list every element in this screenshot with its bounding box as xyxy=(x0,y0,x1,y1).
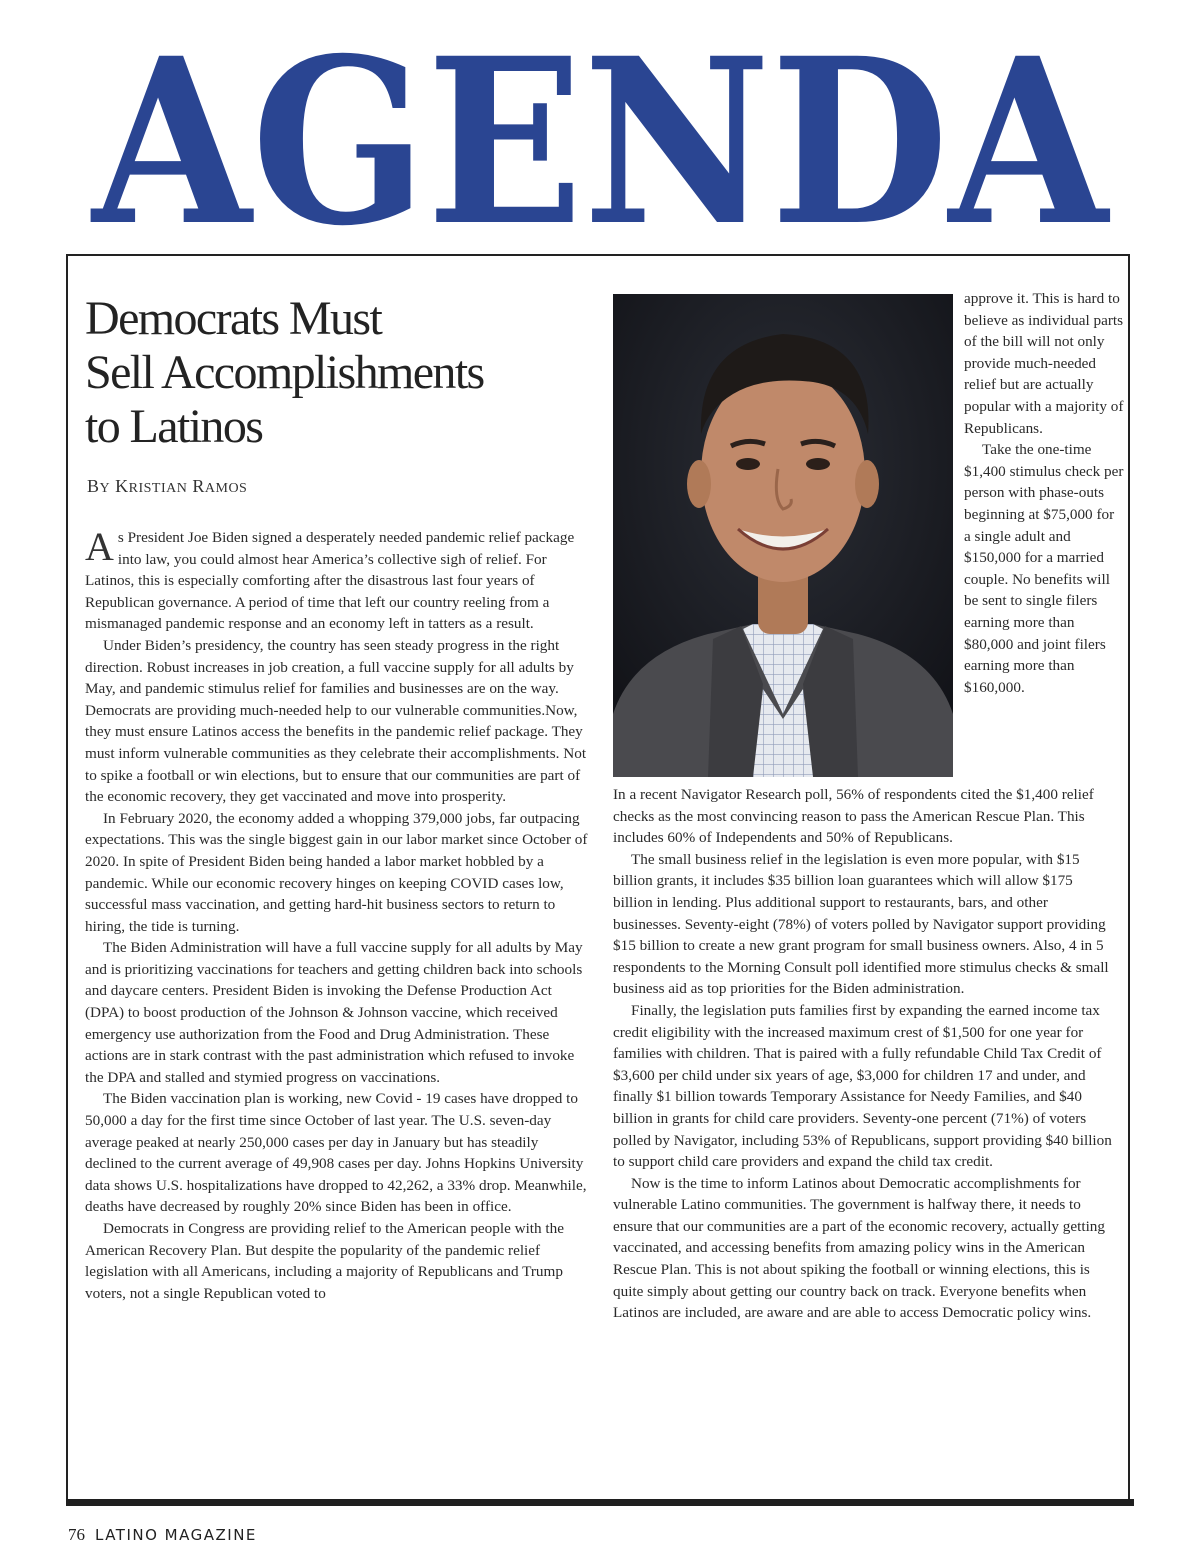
paragraph: Finally, the legislation puts families first by expanding the earned income tax credit eligibility with the increased maximum crest of $1,500 for one year for families with children. That is paired with a fully refundable Child Tax Credit of $3,600 per child under six years of age, $3,000 for children 17 and under, and finally $1 billion towards Temporary Assistance for Needy Families, and $40 billion in grants for child care providers. Seventy-one percent (71%) of voters polled by Navigator, including 53% of Republicans, support providing $40 billion to support child care providers and expand the child tax credit. xyxy=(613,1001,1112,1171)
byline-first-initial: K xyxy=(115,476,129,496)
frame-bottom-rule xyxy=(66,1499,1134,1506)
byline-last-rest: AMOS xyxy=(204,481,248,496)
paragraph: The Biden vaccination plan is working, new Covid - 19 cases have dropped to 50,000 a day for the first time since October of last year. The U.S. seven-day average peaked at nearly 250,000 cases per day in January but has steadily declined to the current average of 49,908 cases per day. Johns Hopkins University data shows U.S. hospitalizations have dropped to 42,262, a 33% drop. Meanwhile, deaths have decreased by roughly 20% since Biden has been in office. xyxy=(85,1090,587,1216)
byline-by-initial: B xyxy=(87,476,100,496)
byline-by-rest: Y xyxy=(99,481,111,496)
masthead-title: AGENDA xyxy=(92,8,1108,276)
byline-last-initial: R xyxy=(192,476,205,496)
paragraph-continued: approve it. This is hard to believe as individual parts of the bill will not only provide much-needed relief but are actually popular with a majority of Republicans. xyxy=(964,290,1124,437)
paragraph: The small business relief in the legislation is even more popular, with $15 billion grants, it includes $35 billion loan guarantees which will allow $175 billion in lending. Plus additional support to restaurants, bars, and other businesses. Seventy-eight (78%) of voters polled by Navigator support providing $15 billion to create a new grant program for small business owners. Also, 4 in 5 respondents to the Morning Consult poll identified more stimulus checks & small business aid as top priorities for the Biden administration. xyxy=(613,850,1109,998)
paragraph: Democrats in Congress are providing relief to the American people with the American Recovery Plan. But despite the popularity of the pandemic relief legislation with all Americans, including a majority of Republicans and Trump voters, not a single Republican voted to xyxy=(85,1220,564,1302)
headline-line-2: Sell Accomplishments xyxy=(85,346,484,399)
page-footer xyxy=(68,1525,257,1545)
paragraph: Under Biden’s presidency, the country has seen steady progress in the right direction. Robust increases in job creation, a full vaccine supply for all adults by May, and pandemic stimulus relief for families and businesses are on the way. Democrats are providing much-needed help to our vulnerable communities.Now, they must ensure Latinos access the benefits in the pandemic relief package. They must inform vulnerable communities as they celebrate their accomplishments. Not to spike a football or win elections, but to ensure that our communities are part of the economic recovery, they get vaccinated and move into prosperity. xyxy=(85,636,587,806)
byline xyxy=(87,476,247,497)
publication-name: LATINO MAGAZINE xyxy=(95,1526,257,1544)
author-photo xyxy=(613,294,953,777)
byline-first-rest: RISTIAN xyxy=(128,481,188,496)
portrait-illustration xyxy=(613,294,953,777)
headline-line-3: to Latinos xyxy=(85,400,263,453)
headline-line-1: Democrats Must xyxy=(85,292,382,345)
paragraph: In February 2020, the economy added a whopping 379,000 jobs, far outpacing expectations. This was the single biggest gain in our labor market since October of 2020. In spite of President Biden being handed a labor market hobbled by a pandemic. While our economic recovery hinges on keeping COVID cases low, successful mass vaccination, and getting hard-hit business sectors to return to hiring, the tide is turning. xyxy=(85,809,588,935)
paragraph: Take the one-time $1,400 stimulus check per person with phase-outs beginning at $75,000 for a single adult and $150,000 for a married couple. No benefits will be sent to single filers earning more than $80,000 and joint filers earning more than $160,000. xyxy=(964,441,1124,696)
intro-text: s President Joe Biden signed a desperately needed pandemic relief package into law, you could almost hear America’s collective sigh of relief. For Latinos, this is especially comforting after the disastrous last four years of Republican governance. A period of time that left our country reeling from a mismanaged pandemic response and an economy left in tatters as a result. xyxy=(85,529,575,633)
drop-cap: A xyxy=(85,524,114,569)
article-headline xyxy=(85,292,605,454)
paragraph-lead: In a recent Navigator Research poll, 56% of respondents cited the $1,400 relief checks as the most convincing reason to pass the American Rescue Plan. This includes 60% of Independents and 50% of Republicans. xyxy=(613,786,1094,847)
page-number: 76 xyxy=(68,1525,85,1544)
left-column xyxy=(85,524,590,1304)
paragraph-final: Now is the time to inform Latinos about Democratic accomplishments for vulnerable Latino communities. The government is halfway there, it needs to ensure that our communities are a part of the economic recovery, actually getting vaccinated, and accessing benefits from amazing policy wins in the American Rescue Plan. This is not about spiking the football or winning elections, this is quite simply about getting our country back on track. Everyone benefits when Latinos are included, are aware and are able to access Democratic policy wins. xyxy=(613,1174,1105,1322)
right-narrow-column xyxy=(964,288,1124,698)
right-column xyxy=(613,784,1115,1324)
paragraph-intro xyxy=(85,524,590,635)
paragraph: The Biden Administration will have a full vaccine supply for all adults by May and is prioritizing vaccinations for teachers and getting children back into schools and daycare centers. President Biden is invoking the Defense Production Act (DPA) to boost production of the Johnson & Johnson vaccine, which received emergency use authorization from the Food and Drug Administration. These actions are in stark contrast with the past administration which refused to invoke the DPA and stalled and stymied progress on vaccinations. xyxy=(85,939,583,1086)
